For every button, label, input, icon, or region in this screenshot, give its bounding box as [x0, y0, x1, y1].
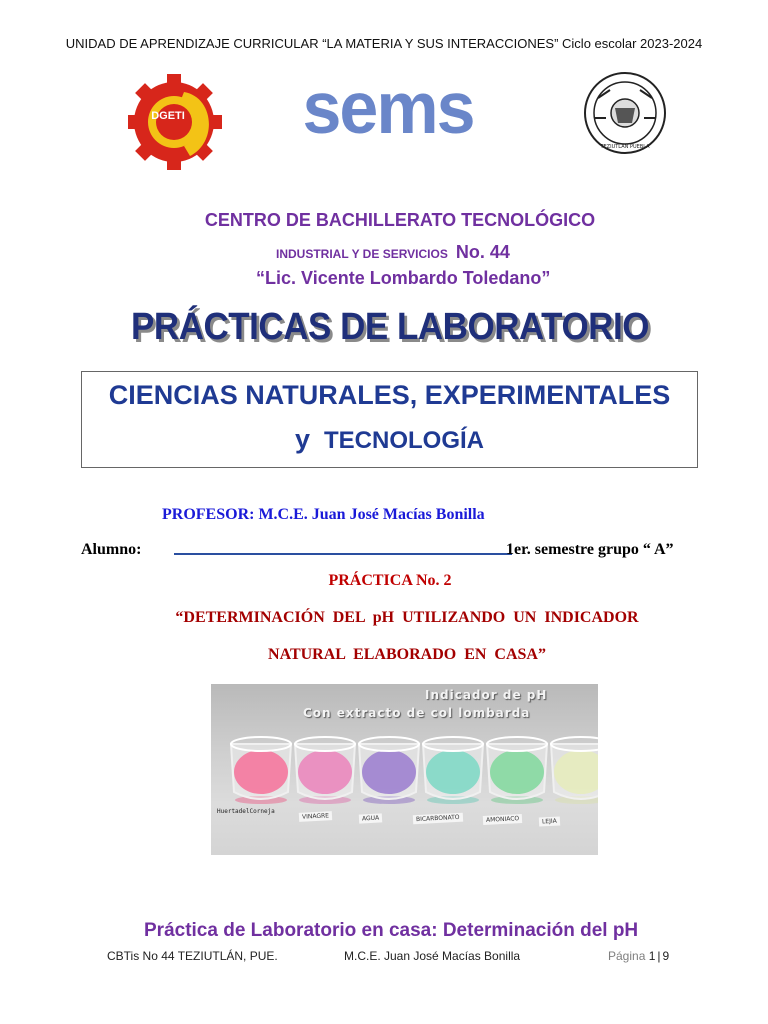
- ph-indicator-photo: [211, 684, 598, 855]
- school-name: CENTRO DE BACHILLERATO TECNOLÓGICO: [204, 210, 596, 230]
- practice-number: PRÁCTICA No. 2: [328, 572, 452, 589]
- school-seal-logo: [580, 68, 670, 158]
- photo-caption-2: Con extracto de col lombarda: [303, 706, 531, 720]
- school-number: No. 44: [455, 242, 510, 262]
- school-subtitle-text: INDUSTRIAL Y DE SERVICIOS: [276, 247, 448, 261]
- page-number: Página 1 | 9: [608, 949, 670, 963]
- page-current: 1: [648, 949, 656, 963]
- glass-label: AMONIACO: [483, 814, 523, 825]
- footer-school: CBTis No 44 TEZIUTLÁN, PUE.: [107, 949, 278, 963]
- indicator-glass: [231, 737, 291, 804]
- student-group: 1er. semestre grupo “ A”: [506, 541, 674, 558]
- dgeti-logo: [128, 72, 224, 172]
- sems-logo: sems: [302, 67, 474, 149]
- page-total: 9: [662, 949, 670, 963]
- indicator-glass: [551, 737, 598, 804]
- school-honoree: “Lic. Vicente Lombardo Toledano”: [256, 268, 551, 288]
- glass-label: BICARBONATO: [413, 813, 463, 825]
- glass-label: VINAGRE: [299, 811, 332, 822]
- svg-text:DGETI: DGETI: [151, 110, 185, 122]
- indicator-glass: [359, 737, 419, 804]
- subject-technology: TECNOLOGÍA: [324, 427, 485, 454]
- teacher-name: PROFESOR: M.C.E. Juan José Macías Bonilla: [162, 506, 485, 523]
- indicator-glass: [295, 737, 355, 804]
- subject-line-1: CIENCIAS NATURALES, EXPERIMENTALES: [108, 380, 671, 410]
- glasses-svg: [211, 684, 598, 855]
- practice-title-line-2: NATURAL ELABORADO EN CASA”: [268, 646, 546, 663]
- school-subtitle: [276, 242, 510, 263]
- student-label: Alumno:: [81, 541, 142, 558]
- photo-credit: HuertadelCorneja: [217, 808, 275, 815]
- footer-title: Práctica de Laboratorio en casa: Determinación del pH: [144, 920, 639, 941]
- footer-author: M.C.E. Juan José Macías Bonilla: [344, 949, 521, 963]
- svg-text:TEZIUTLAN PUEBLA: TEZIUTLAN PUEBLA: [600, 144, 650, 150]
- glass-label: AGUA: [359, 813, 383, 823]
- photo-caption-1: Indicador de pH: [425, 688, 548, 702]
- subject-line-2: [81, 424, 698, 455]
- indicator-glass: [423, 737, 483, 804]
- main-title: PRÁCTICAS DE LABORATORIO: [131, 306, 649, 348]
- course-header: UNIDAD DE APRENDIZAJE CURRICULAR “LA MATERIA Y SUS INTERACCIONES” Ciclo escolar 2023-2024: [65, 36, 703, 51]
- practice-title-line-1: “DETERMINACIÓN DEL pH UTILIZANDO UN INDICADOR: [175, 609, 639, 626]
- student-name-line[interactable]: [174, 553, 512, 555]
- glass-label: LEJIA: [539, 816, 560, 826]
- page-word: Página: [608, 949, 646, 963]
- subject-conjunction: y: [294, 424, 311, 454]
- indicator-glass: [487, 737, 547, 804]
